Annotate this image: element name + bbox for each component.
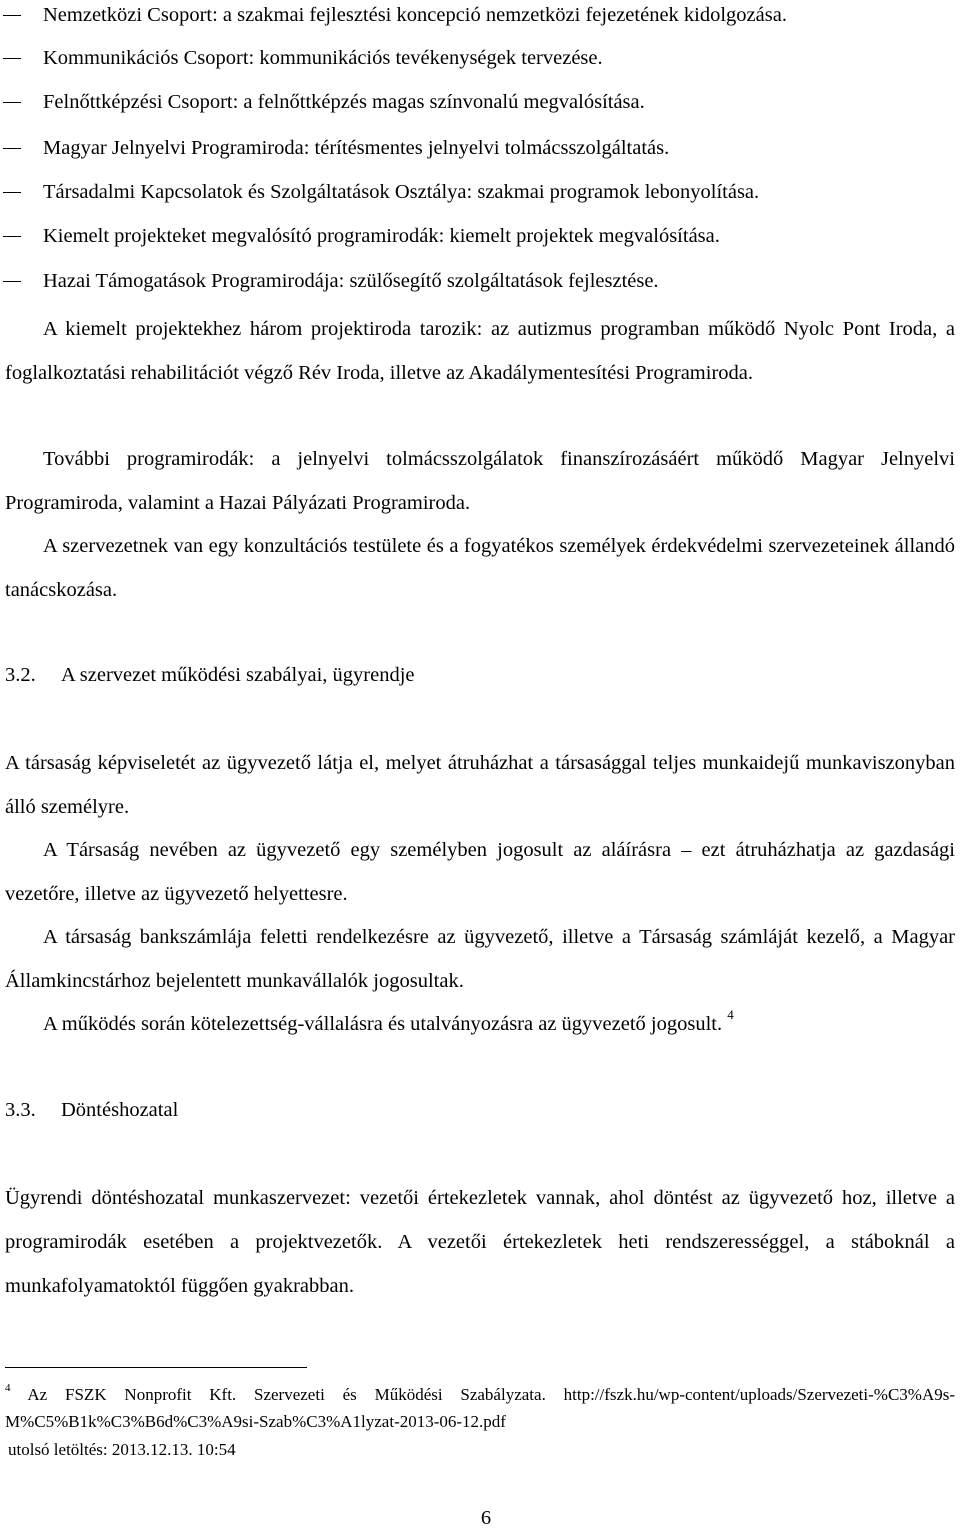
- paragraph: Ügyrendi döntéshozatal munkaszervezet: vezetői értekezletek vannak, ahol döntést az ügyvezető hoz, illetve a programirodák esetében a projektvezetők. A vezetői értekezletek heti rendszerességgel, a stáboknál a munkafolyamatoktól függően gyakrabban.: [5, 1187, 955, 1297]
- list-item: [0, 266, 955, 296]
- footnote-reference[interactable]: 4: [727, 1007, 734, 1023]
- paragraph: További programirodák: a jelnyelvi tolmácsszolgálatok finanszírozásáért működő Magyar Jelnyelvi Programiroda, valamint a Hazai Pályázati Programiroda.: [5, 448, 955, 514]
- list-item-text: Kommunikációs Csoport: kommunikációs tevékenységek tervezése.: [43, 47, 603, 69]
- paragraph: A szervezetnek van egy konzultációs testülete és a fogyatékos személyek érdekvédelmi szervezeteinek állandó tanácskozása.: [5, 535, 955, 601]
- section-number: 3.3.: [5, 1099, 36, 1121]
- list-item-text: Társadalmi Kapcsolatok és Szolgáltatások Osztálya: szakmai programok lebonyolítása.: [43, 181, 760, 203]
- dash-bullet: [3, 58, 21, 59]
- paragraph: A társaság képviseletét az ügyvezető látja el, melyet átruházhat a társasággal teljes munkaidejű munkaviszonyban álló személyre.: [5, 752, 955, 818]
- list-item-text: Kiemelt projekteket megvalósító programirodák: kiemelt projektek megvalósítása.: [43, 225, 720, 247]
- dash-bullet: [3, 15, 21, 16]
- footnote-download-note: utolsó letöltés: 2013.12.13. 10:54: [8, 1440, 236, 1459]
- section-title: Döntéshozatal: [61, 1099, 179, 1121]
- dash-bullet: [3, 236, 21, 237]
- list-item-text: Magyar Jelnyelvi Programiroda: térítésmentes jelnyelvi tolmácsszolgáltatás.: [43, 137, 670, 159]
- page-number: 6: [480, 1507, 492, 1529]
- list-item-text: Nemzetközi Csoport: a szakmai fejlesztési koncepció nemzetközi fejezetének kidolgozása.: [43, 4, 787, 26]
- paragraph: A Társaság nevében az ügyvezető egy személyben jogosult az aláírásra – ezt átruházhatja az gazdasági vezetőre, illetve az ügyvezető helyettesre.: [5, 839, 955, 905]
- section-number: 3.2.: [5, 664, 36, 686]
- dash-bullet: [3, 192, 21, 193]
- paragraph: A kiemelt projektekhez három projektiroda tarozik: az autizmus programban működő Nyolc Pont Iroda, a foglalkoztatási rehabilitációt végző Rév Iroda, illetve az Akadálymentesítési Programiroda.: [5, 318, 955, 384]
- list-item: [0, 87, 955, 117]
- dash-bullet: [3, 148, 21, 149]
- dash-bullet: [3, 102, 21, 103]
- list-item: [0, 133, 955, 163]
- dash-bullet: [3, 281, 21, 282]
- paragraph: A társaság bankszámlája feletti rendelkezésre az ügyvezető, illetve a Társaság számláját kezelő, a Magyar Államkincstárhoz bejelentett munkavállalók jogosultak.: [5, 926, 955, 992]
- list-item: [0, 177, 955, 207]
- footnote-text[interactable]: Az FSZK Nonprofit Kft. Szervezeti és Működési Szabályzata. http://fszk.hu/wp-content/uploads/Szervezeti-%C3%A9s-M%C5%B1k%C3%B6d%C3%A9si-Szab%C3%A1lyzat-2013-06-12.pdf: [5, 1385, 956, 1431]
- section-heading: [5, 1095, 178, 1125]
- section-heading: [5, 660, 415, 690]
- footnote-number: 4: [5, 1382, 11, 1395]
- list-item: [0, 221, 955, 251]
- list-item-text: Hazai Támogatások Programirodája: szülősegítő szolgáltatások fejlesztése.: [43, 270, 659, 292]
- section-title: A szervezet működési szabályai, ügyrendje: [61, 664, 415, 686]
- paragraph: [5, 1002, 955, 1046]
- list-item: [0, 43, 955, 73]
- list-item: [0, 0, 955, 30]
- list-item-text: Felnőttképzési Csoport: a felnőttképzés magas színvonalú megvalósítása.: [43, 91, 645, 113]
- footnote-separator: [5, 1367, 307, 1368]
- footnote: [5, 1381, 955, 1435]
- paragraph-text: A működés során kötelezettség-vállalásra és utalványozásra az ügyvezető jogosult.: [43, 1013, 723, 1035]
